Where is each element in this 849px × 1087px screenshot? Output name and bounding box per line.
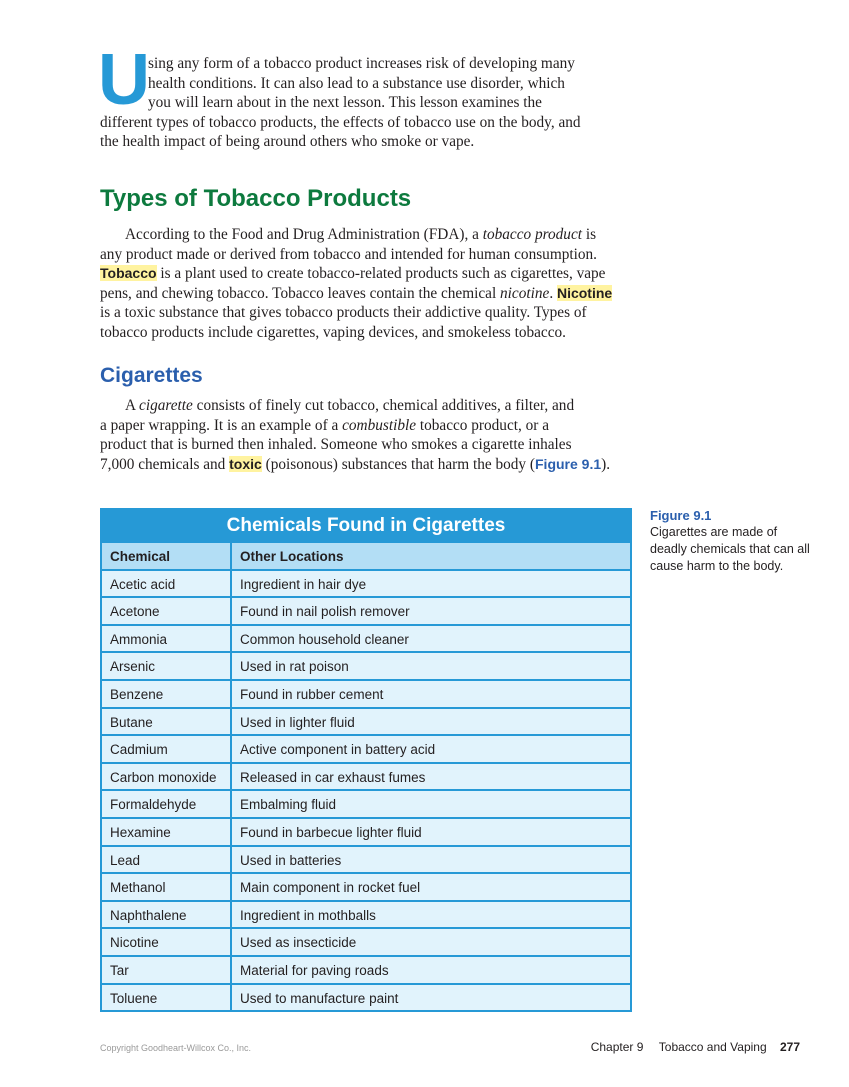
table-row xyxy=(102,569,630,597)
location-cell: Used to manufacture paint xyxy=(240,990,399,1006)
text-segment: According to the Food and Drug Administration (FDA), a xyxy=(125,226,483,243)
text-line xyxy=(100,323,640,343)
text-line xyxy=(100,54,640,74)
text-segment: (poisonous) substances that harm the body ( xyxy=(261,455,535,473)
location-cell: Used in rat poison xyxy=(240,659,349,675)
text-segment: pens, and chewing tobacco. Tobacco leaves contain the chemical xyxy=(100,284,501,302)
text-segment: sing any form of a tobacco product increases risk of developing many xyxy=(148,55,575,72)
text-line xyxy=(100,455,640,475)
location-cell: Found in nail polish remover xyxy=(240,604,410,620)
text-line xyxy=(100,225,640,245)
chapter-title: Tobacco and Vaping xyxy=(658,1040,767,1054)
text-segment: you will learn about in the next lesson. This lesson examines the xyxy=(148,94,542,111)
table-row xyxy=(102,789,630,817)
location-cell: Active component in battery acid xyxy=(240,742,436,758)
key-term: Tobacco xyxy=(100,265,157,281)
italic-term: tobacco product xyxy=(482,226,582,243)
chemical-cell: Benzene xyxy=(102,681,232,707)
location-cell: Found in barbecue lighter fluid xyxy=(240,824,422,840)
chemical-cell: Tar xyxy=(102,957,232,983)
text-segment: tobacco products include cigarettes, vaping devices, and smokeless tobacco. xyxy=(100,323,566,341)
table-row xyxy=(102,679,630,707)
figure-caption-text: Cigarettes are made of deadly chemicals that can all cause harm to the body. xyxy=(650,525,810,573)
column-header-other-locations: Other Locations xyxy=(240,549,344,564)
text-segment: different types of tobacco products, the effects of tobacco use on the body, and xyxy=(100,113,581,131)
chemical-cell: Acetone xyxy=(102,598,232,624)
text-segment: is a plant used to create tobacco-related products such as cigarettes, vape xyxy=(156,265,606,282)
location-cell: Ingredient in hair dye xyxy=(240,576,367,592)
table-row xyxy=(102,900,630,928)
chemical-cell: Arsenic xyxy=(102,653,232,679)
section-heading-types: Types of Tobacco Products xyxy=(100,185,412,212)
table-row xyxy=(102,927,630,955)
chemical-cell: Methanol xyxy=(102,874,232,900)
text-line xyxy=(100,113,640,133)
text-line xyxy=(100,264,640,284)
chemical-cell: Butane xyxy=(102,709,232,735)
italic-term: nicotine xyxy=(500,284,550,302)
text-line xyxy=(100,245,640,265)
text-line xyxy=(100,284,640,304)
table-row xyxy=(102,707,630,735)
italic-term: cigarette xyxy=(139,397,193,414)
text-segment: 7,000 chemicals and xyxy=(100,455,230,473)
text-line xyxy=(100,93,640,113)
chemical-cell: Ammonia xyxy=(102,626,232,652)
text-line xyxy=(100,74,640,94)
chemical-cell: Acetic acid xyxy=(102,571,232,597)
text-segment: tobacco product, or a xyxy=(416,416,549,434)
table-row xyxy=(102,624,630,652)
location-cell: Used in lighter fluid xyxy=(240,714,355,730)
text-segment: a paper wrapping. It is an example of a xyxy=(100,416,343,434)
text-segment: health conditions. It can also lead to a substance use disorder, which xyxy=(148,74,565,92)
table-row xyxy=(102,596,630,624)
text-line xyxy=(100,303,640,323)
location-cell: Main component in rocket fuel xyxy=(240,880,421,896)
table-row xyxy=(102,983,630,1011)
figure-reference-link[interactable]: Figure 9.1 xyxy=(535,455,602,472)
chemical-cell: Carbon monoxide xyxy=(102,764,232,790)
chemicals-table xyxy=(100,508,632,1012)
figure-label: Figure 9.1 xyxy=(650,508,712,523)
location-cell: Ingredient in mothballs xyxy=(240,907,376,923)
table-row xyxy=(102,762,630,790)
location-cell: Material for paving roads xyxy=(240,962,389,978)
table-header-row xyxy=(102,541,630,569)
table-row xyxy=(102,872,630,900)
location-cell: Used in batteries xyxy=(240,852,342,868)
chemical-cell: Nicotine xyxy=(102,929,232,955)
page-footer xyxy=(591,1040,800,1054)
section-heading-cigarettes: Cigarettes xyxy=(100,364,203,387)
chemical-cell: Lead xyxy=(102,847,232,873)
chemical-cell: Formaldehyde xyxy=(102,791,232,817)
chemical-cell: Cadmium xyxy=(102,736,232,762)
text-segment: . xyxy=(549,284,557,302)
table-row xyxy=(102,817,630,845)
text-segment: any product made or derived from tobacco and intended for human consumption. xyxy=(100,245,597,263)
table-title: Chemicals Found in Cigarettes xyxy=(102,508,630,541)
location-cell: Common household cleaner xyxy=(240,631,409,647)
table-row xyxy=(102,845,630,873)
table-row xyxy=(102,734,630,762)
types-paragraph xyxy=(100,225,640,342)
text-line xyxy=(100,435,640,455)
chemical-cell: Naphthalene xyxy=(102,902,232,928)
location-cell: Embalming fluid xyxy=(240,797,337,813)
intro-paragraph xyxy=(100,54,640,152)
text-line xyxy=(100,416,640,436)
location-cell: Released in car exhaust fumes xyxy=(240,769,426,785)
text-segment: product that is burned then inhaled. Someone who smokes a cigarette inhales xyxy=(100,436,572,453)
figure-caption xyxy=(650,507,810,575)
text-segment: is a toxic substance that gives tobacco products their addictive quality. Types of xyxy=(100,304,587,321)
column-header-chemical: Chemical xyxy=(102,543,232,569)
text-segment: consists of finely cut tobacco, chemical additives, a filter, and xyxy=(192,397,575,414)
chapter-number: Chapter 9 xyxy=(590,1040,644,1054)
cigarettes-paragraph xyxy=(100,396,640,474)
drop-cap: U xyxy=(98,40,150,120)
text-segment: the health impact of being around others who smoke or vape. xyxy=(100,133,475,150)
page-number: 277 xyxy=(779,1040,800,1054)
chemical-cell: Hexamine xyxy=(102,819,232,845)
italic-term: combustible xyxy=(342,416,417,434)
text-segment: ). xyxy=(601,455,611,473)
text-segment: is xyxy=(582,226,597,243)
text-segment: A xyxy=(125,397,140,414)
table-row xyxy=(102,651,630,679)
chemical-cell: Toluene xyxy=(102,985,232,1011)
text-line xyxy=(100,396,640,416)
location-cell: Used as insecticide xyxy=(240,935,357,951)
key-term: Nicotine xyxy=(556,284,613,301)
text-line xyxy=(100,132,640,152)
location-cell: Found in rubber cement xyxy=(240,686,384,702)
key-term: toxic xyxy=(229,455,262,472)
copyright-notice: Copyright Goodheart-Willcox Co., Inc. xyxy=(100,1043,252,1053)
table-row xyxy=(102,955,630,983)
